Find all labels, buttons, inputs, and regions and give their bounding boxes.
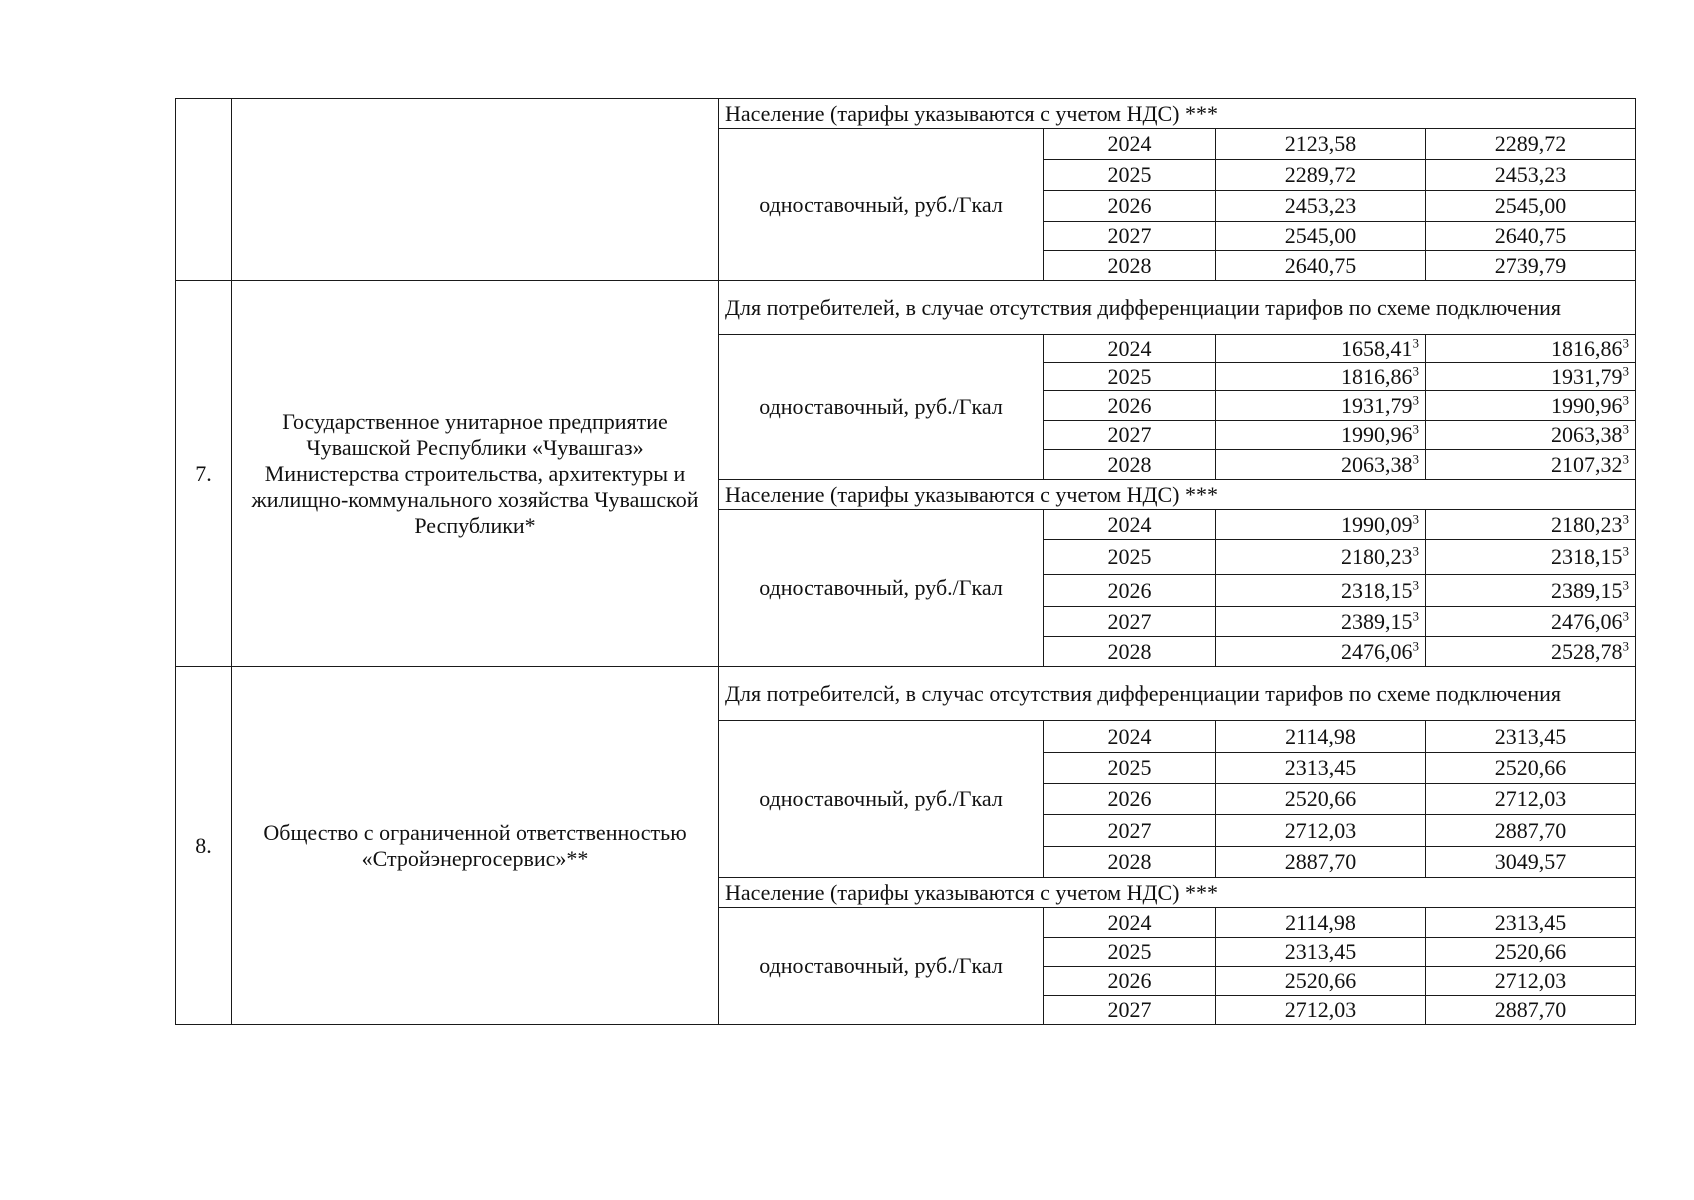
tariff-value-second-half <box>1426 450 1636 480</box>
year-cell: 2026 <box>1044 391 1216 421</box>
tariff-value-first-half <box>1216 784 1426 815</box>
year-cell: 2027 <box>1044 607 1216 637</box>
tariff-value-first-half <box>1216 996 1426 1025</box>
year-cell: 2024 <box>1044 510 1216 540</box>
tariff-value-second-half <box>1426 391 1636 421</box>
footnote-marker: 3 <box>1622 421 1630 437</box>
footnote-marker: 3 <box>1622 335 1630 351</box>
organization-name <box>232 99 719 281</box>
tariff-value: 2712,03 <box>1494 786 1567 811</box>
footnote-marker: 3 <box>1622 511 1630 527</box>
tariff-value: 2520,66 <box>1494 939 1567 964</box>
tariff-value: 1931,79 <box>1341 392 1413 418</box>
tariff-value-first-half <box>1216 607 1426 637</box>
year-cell: 2026 <box>1044 191 1216 222</box>
footnote-marker: 3 <box>1412 335 1419 351</box>
year-cell: 2024 <box>1044 721 1216 753</box>
footnote-marker: 3 <box>1412 392 1419 408</box>
tariff-value-second-half <box>1426 421 1636 450</box>
tariff-value: 1990,96 <box>1551 392 1623 418</box>
tariff-value-first-half <box>1216 938 1426 967</box>
tariff-value: 2476,06 <box>1551 608 1623 634</box>
tariff-value: 2313,45 <box>1284 755 1357 780</box>
tariff-value: 2545,00 <box>1284 223 1357 248</box>
tariff-value-second-half <box>1426 363 1636 391</box>
footnote-marker: 3 <box>1412 638 1419 654</box>
tariff-value-second-half <box>1426 721 1636 753</box>
year-cell: 2026 <box>1044 967 1216 996</box>
tariff-value: 2123,58 <box>1284 131 1357 156</box>
tariff-value-first-half <box>1216 637 1426 667</box>
year-cell: 2025 <box>1044 938 1216 967</box>
year-cell: 2024 <box>1044 335 1216 363</box>
row-number <box>176 99 232 281</box>
tariff-value: 2712,03 <box>1494 968 1567 993</box>
tariff-value: 2289,72 <box>1494 131 1567 156</box>
tariff-value-second-half <box>1426 540 1636 575</box>
tariff-value: 2389,15 <box>1551 577 1623 603</box>
tariff-value: 2640,75 <box>1494 223 1567 248</box>
section-title-row <box>176 99 1636 129</box>
tariff-value-second-half <box>1426 847 1636 878</box>
tariff-value-first-half <box>1216 510 1426 540</box>
footnote-marker: 3 <box>1412 363 1419 379</box>
year-cell: 2028 <box>1044 251 1216 281</box>
tariff-value: 2313,45 <box>1284 939 1357 964</box>
year-cell: 2027 <box>1044 421 1216 450</box>
year-cell: 2027 <box>1044 996 1216 1025</box>
tariff-value-first-half <box>1216 363 1426 391</box>
tariff-table-body <box>176 99 1636 1025</box>
tariff-value: 1990,09 <box>1341 511 1413 537</box>
tariff-value-first-half <box>1216 575 1426 607</box>
tariff-value: 3049,57 <box>1494 849 1567 874</box>
tariff-value: 2528,78 <box>1551 638 1623 664</box>
tariff-value: 1658,41 <box>1341 335 1413 361</box>
tariff-value-second-half <box>1426 222 1636 251</box>
tariff-value-second-half <box>1426 251 1636 281</box>
tariff-value-second-half <box>1426 637 1636 667</box>
tariff-value-first-half <box>1216 967 1426 996</box>
year-cell: 2026 <box>1044 784 1216 815</box>
tariff-value-second-half <box>1426 784 1636 815</box>
tariff-value: 1816,86 <box>1551 335 1623 361</box>
tariff-value: 2739,79 <box>1494 252 1567 278</box>
tariff-type: одноставочный, руб./Гкал <box>719 510 1044 667</box>
tariff-value-first-half <box>1216 421 1426 450</box>
section-title: Население (тарифы указываются с учетом НДС) *** <box>719 480 1636 510</box>
footnote-marker: 3 <box>1412 577 1419 593</box>
tariff-value: 2289,72 <box>1284 162 1357 187</box>
tariff-value: 2520,66 <box>1494 755 1567 780</box>
tariff-value-second-half <box>1426 908 1636 938</box>
footnote-marker: 3 <box>1412 511 1419 527</box>
tariff-value: 2545,00 <box>1494 193 1567 218</box>
tariff-value: 1931,79 <box>1551 363 1623 389</box>
year-cell: 2028 <box>1044 450 1216 480</box>
row-number: 7. <box>176 281 232 667</box>
year-cell: 2025 <box>1044 540 1216 575</box>
year-cell: 2025 <box>1044 160 1216 191</box>
tariff-type: одноставочный, руб./Гкал <box>719 129 1044 281</box>
section-title: Население (тарифы указываются с учетом НДС) *** <box>719 99 1636 129</box>
tariff-value: 2318,15 <box>1341 577 1413 603</box>
footnote-marker: 3 <box>1622 543 1630 559</box>
year-cell: 2028 <box>1044 847 1216 878</box>
year-cell: 2025 <box>1044 753 1216 784</box>
tariff-value-second-half <box>1426 160 1636 191</box>
tariff-value: 2476,06 <box>1341 638 1413 664</box>
tariff-value-second-half <box>1426 510 1636 540</box>
tariff-value: 2114,98 <box>1285 723 1356 749</box>
tariff-value: 2520,66 <box>1284 786 1357 811</box>
tariff-value-first-half <box>1216 908 1426 938</box>
year-cell: 2024 <box>1044 129 1216 160</box>
tariff-type: одноставочный, руб./Гкал <box>719 908 1044 1025</box>
tariff-value-second-half <box>1426 967 1636 996</box>
tariff-value-first-half <box>1216 160 1426 191</box>
tariff-value-first-half <box>1216 847 1426 878</box>
footnote-marker: 3 <box>1412 608 1419 624</box>
section-title: Для потребителсй, в случас отсутствия дифференциации тарифов по схеме подключения <box>719 667 1636 721</box>
footnote-marker: 3 <box>1622 451 1630 467</box>
tariff-type: одноставочный, руб./Гкал <box>719 721 1044 878</box>
tariff-value: 2063,38 <box>1341 451 1413 477</box>
tariff-value-first-half <box>1216 191 1426 222</box>
footnote-marker: 3 <box>1412 451 1419 467</box>
year-cell: 2026 <box>1044 575 1216 607</box>
tariff-value-second-half <box>1426 575 1636 607</box>
tariff-value: 2453,23 <box>1284 193 1357 218</box>
section-title: Для потребителей, в случае отсутствия дифференциации тарифов по схеме подключения <box>719 281 1636 335</box>
tariff-value: 2318,15 <box>1551 544 1623 569</box>
tariff-value: 2063,38 <box>1551 422 1623 447</box>
tariff-value: 2389,15 <box>1341 608 1413 634</box>
tariff-value-first-half <box>1216 251 1426 281</box>
tariff-value: 2887,70 <box>1494 997 1567 1022</box>
year-cell: 2025 <box>1044 363 1216 391</box>
tariff-value: 2712,03 <box>1284 997 1357 1022</box>
tariff-value-first-half <box>1216 540 1426 575</box>
tariff-type: одноставочный, руб./Гкал <box>719 335 1044 480</box>
tariff-value: 2520,66 <box>1284 968 1357 993</box>
tariff-value: 2453,23 <box>1494 162 1567 187</box>
organization-name: Государственное унитарное предприятие Чувашской Республики «Чувашгаз» Министерства строительства, архитектуры и жилищно-коммунального хозяйства Чувашской Республики* <box>232 281 719 667</box>
tariff-value-first-half <box>1216 129 1426 160</box>
tariff-value: 2107,32 <box>1551 451 1623 477</box>
footnote-marker: 3 <box>1622 638 1630 654</box>
tariff-value: 2114,98 <box>1285 909 1356 935</box>
section-title: Население (тарифы указываются с учетом НДС) *** <box>719 878 1636 908</box>
row-number: 8. <box>176 667 232 1025</box>
tariff-value-second-half <box>1426 335 1636 363</box>
footnote-marker: 3 <box>1622 608 1630 624</box>
tariff-value-first-half <box>1216 222 1426 251</box>
tariff-value-first-half <box>1216 450 1426 480</box>
tariff-value: 2180,23 <box>1551 511 1623 537</box>
year-cell: 2027 <box>1044 222 1216 251</box>
tariff-value: 2180,23 <box>1341 544 1413 569</box>
tariff-value: 1990,96 <box>1341 422 1413 447</box>
tariff-value-second-half <box>1426 753 1636 784</box>
tariff-value-first-half <box>1216 753 1426 784</box>
tariff-value-second-half <box>1426 815 1636 847</box>
tariff-value-second-half <box>1426 607 1636 637</box>
tariff-value-first-half <box>1216 335 1426 363</box>
tariff-value-second-half <box>1426 129 1636 160</box>
year-cell: 2028 <box>1044 637 1216 667</box>
tariff-value: 2313,45 <box>1494 723 1567 749</box>
tariff-table <box>175 98 1636 1025</box>
tariff-value: 1816,86 <box>1341 363 1413 389</box>
tariff-value: 2313,45 <box>1494 909 1567 935</box>
section-title-row <box>176 281 1636 335</box>
tariff-value-second-half <box>1426 996 1636 1025</box>
footnote-marker: 3 <box>1412 421 1419 437</box>
tariff-value-first-half <box>1216 391 1426 421</box>
section-title-row <box>176 667 1636 721</box>
tariff-value-second-half <box>1426 191 1636 222</box>
tariff-value: 2712,03 <box>1284 817 1357 843</box>
tariff-value-first-half <box>1216 815 1426 847</box>
footnote-marker: 3 <box>1622 392 1630 408</box>
tariff-value-first-half <box>1216 721 1426 753</box>
year-cell: 2024 <box>1044 908 1216 938</box>
tariff-value: 2887,70 <box>1284 849 1357 874</box>
year-cell: 2027 <box>1044 815 1216 847</box>
footnote-marker: 3 <box>1622 577 1630 593</box>
tariff-value: 2640,75 <box>1284 252 1357 278</box>
organization-name: Общество с ограниченной ответственностью «Стройэнергосервис»** <box>232 667 719 1025</box>
footnote-marker: 3 <box>1412 543 1419 559</box>
tariff-value: 2887,70 <box>1494 817 1567 843</box>
tariff-value-second-half <box>1426 938 1636 967</box>
footnote-marker: 3 <box>1622 363 1630 379</box>
